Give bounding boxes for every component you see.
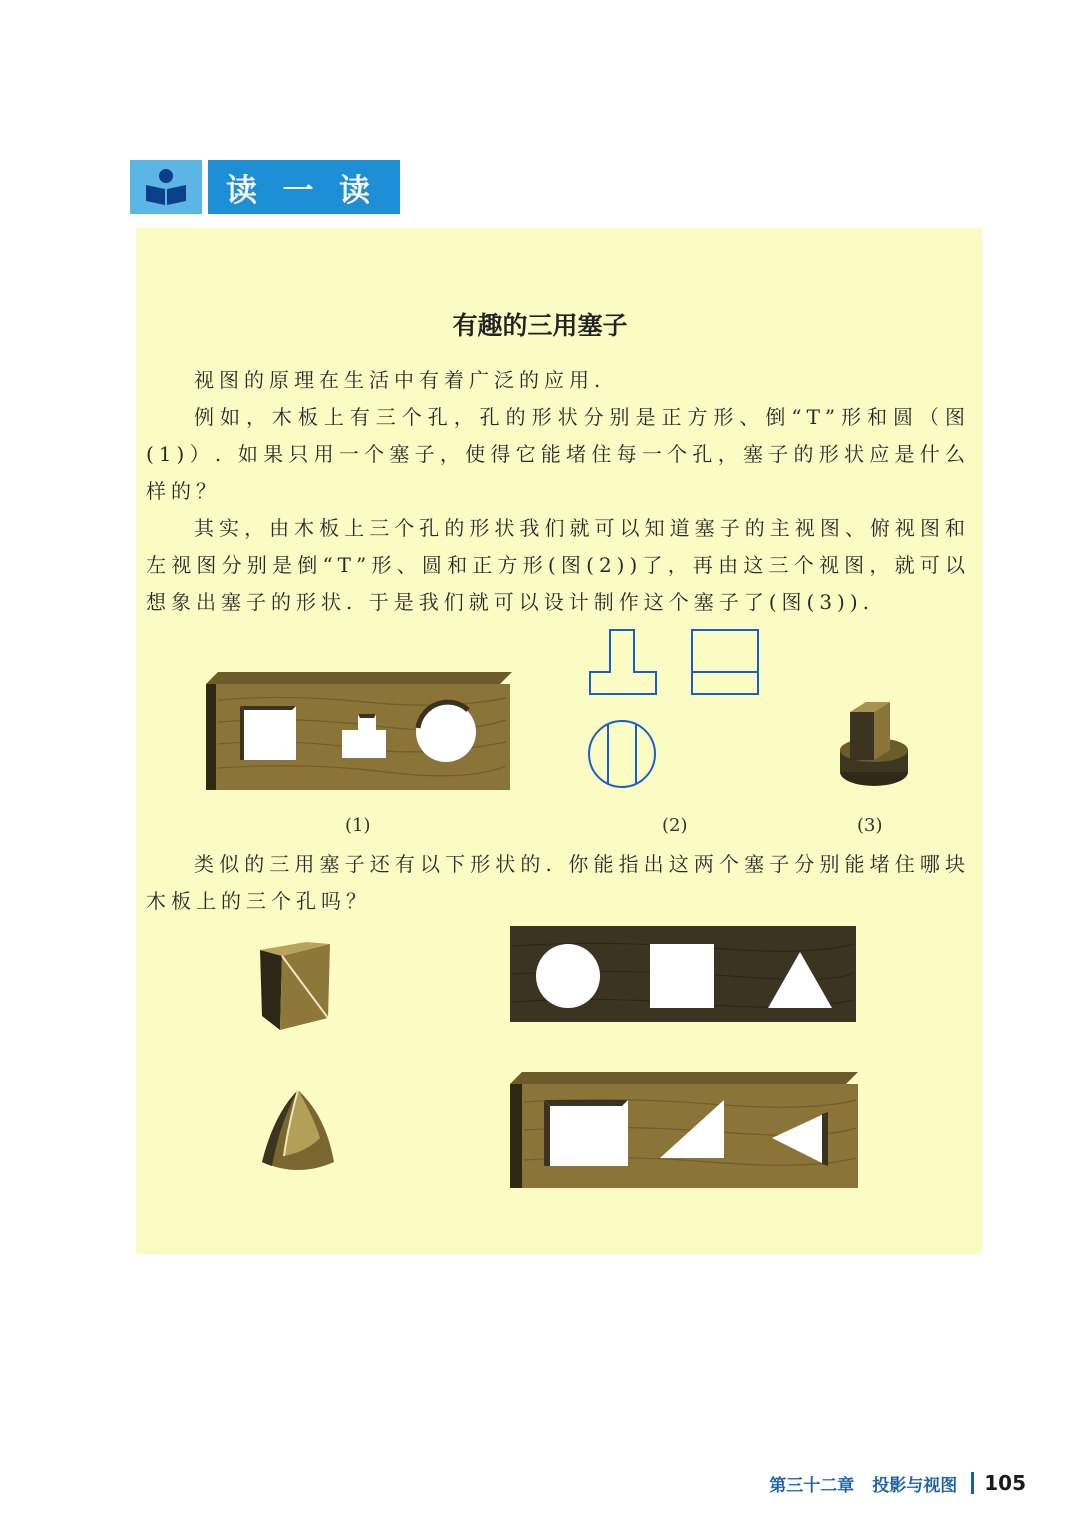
figure-3-caption: (3) xyxy=(857,815,883,836)
hole-square xyxy=(544,1100,628,1166)
figure-2-views xyxy=(586,628,762,788)
reading-person-icon xyxy=(144,167,188,207)
section-header-badge xyxy=(130,160,400,214)
header-char-2: 一 xyxy=(282,172,316,209)
stopper-triangular-prism xyxy=(256,940,336,1032)
hole-circle xyxy=(536,944,600,1008)
stopper-cone-shape xyxy=(258,1086,338,1176)
board-square-triangles xyxy=(510,1072,860,1190)
section-header-title xyxy=(208,160,400,214)
left-view-square xyxy=(692,630,758,694)
header-char-1: 读 xyxy=(226,172,259,209)
paragraph-4: 类似的三用塞子还有以下形状的. 你能指出这两个塞子分别能堵住哪块木板上的三个孔吗？ xyxy=(146,852,970,913)
figure-3-stopper xyxy=(836,700,912,792)
article-title: 有趣的三用塞子 xyxy=(452,311,628,340)
header-char-3: 读 xyxy=(339,172,372,209)
top-view-circle xyxy=(589,721,655,787)
paragraph-3: 其实，由木板上三个孔的形状我们就可以知道塞子的主视图、俯视图和左视图分别是倒“T”形、圆和正方形(图(2))了，再由这三个视图，就可以想象出塞子的形状. 于是我们就可以设计制作这个塞子了(图(3)). xyxy=(146,516,970,614)
paragraph-1: 视图的原理在生活中有着广泛的应用. xyxy=(194,368,606,392)
page-footer xyxy=(769,1468,1026,1498)
footer-separator xyxy=(971,1472,974,1494)
footer-chapter: 第三十二章 xyxy=(769,1475,855,1496)
front-view-inverted-t xyxy=(590,630,656,694)
paragraph-2: 例如，木板上有三个孔，孔的形状分别是正方形、倒“T”形和圆（图(1)）. 如果只用一个塞子，使得它能堵住每一个孔，塞子的形状应是什么样的？ xyxy=(146,405,970,503)
figure-1-board xyxy=(206,672,516,794)
figure-2-caption: (2) xyxy=(662,815,688,836)
board-circle-square-triangle xyxy=(510,926,858,1024)
footer-section: 投影与视图 xyxy=(872,1475,958,1496)
page-number: 105 xyxy=(984,1471,1026,1495)
hole-square xyxy=(650,944,714,1008)
figure-1-caption: (1) xyxy=(345,815,371,836)
header-icon-box xyxy=(130,160,202,214)
